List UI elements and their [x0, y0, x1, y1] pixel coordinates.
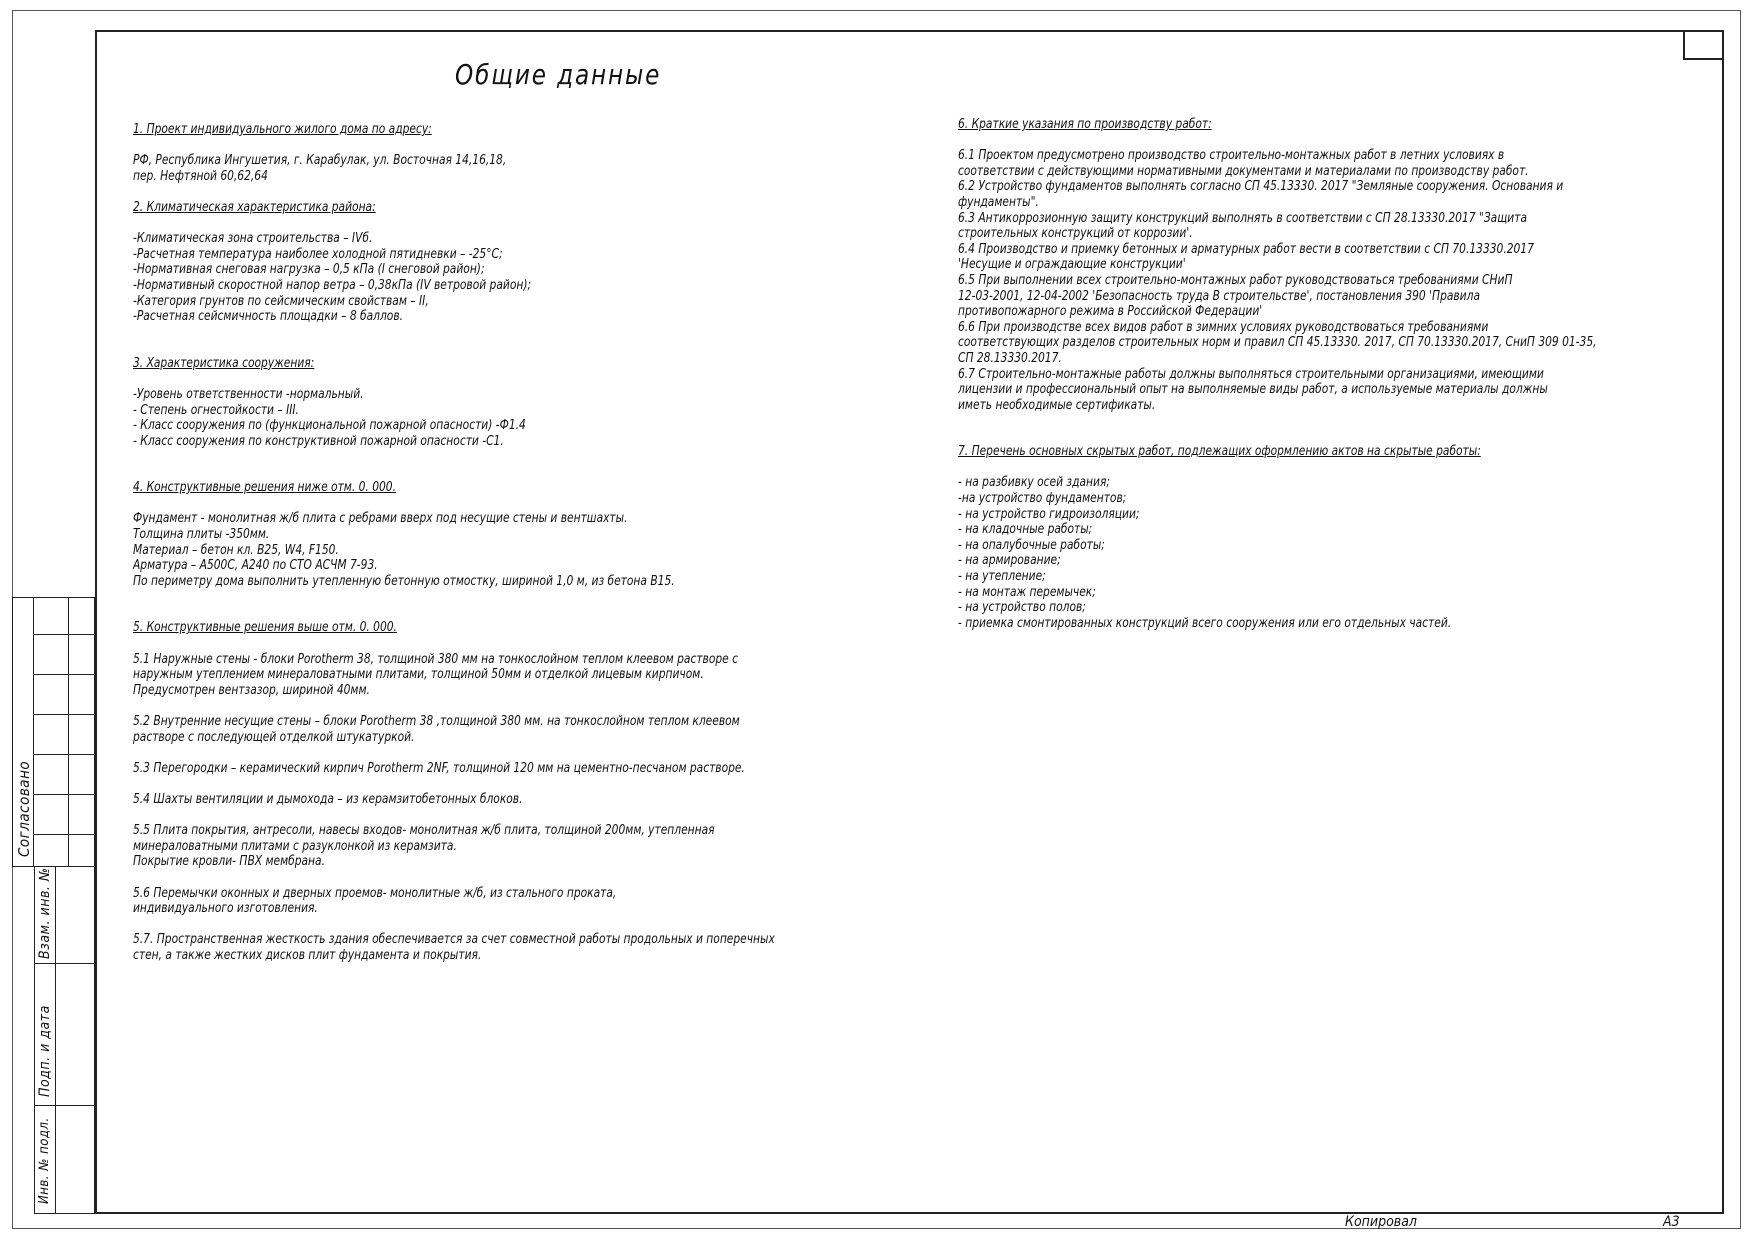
text-line: 5.4 Шахты вентиляции и дымохода – из керамзитобетонных блоков. [133, 791, 523, 807]
spacer [133, 589, 775, 620]
text-line: - на армирование; [958, 553, 1061, 569]
sign-date-label: Подп. и дата [37, 1005, 53, 1097]
text-line: 5.2 Внутренние несущие стены – блоки Porotherm 38 ,толщиной 380 мм. на тонкослойном теплом клеевом [133, 714, 740, 729]
text-line: По периметру дома выполнить утепленную бетонную отмостку, шириной 1,0 м, из бетона В15. [133, 573, 675, 589]
text-line: фундаменты". [958, 194, 1039, 210]
section-heading: 2. Климатическая характеристика района: [133, 199, 376, 215]
text-line: -Категория грунтов по сейсмическим свойствам – II, [133, 293, 429, 309]
text-line: -Расчетная температура наиболее холодной пятидневки – -25°С; [133, 246, 503, 262]
text-line: - на устройство гидроизоляции; [958, 506, 1140, 522]
text-line: наружным утеплением минераловатными плитами, толщиной 50мм и отделкой лицевым кирпичом. [133, 667, 704, 683]
text-line: Предусмотрен вентзазор, шириной 40мм. [133, 682, 370, 698]
text-line: Арматура – А500С, А240 по СТО АСЧМ 7-93. [133, 558, 378, 574]
text-line: -Нормативная снеговая нагрузка – 0,5 кПа (I снеговой район); [133, 262, 485, 278]
format-label: А3 [1663, 1214, 1680, 1230]
text-line: Материал – бетон кл. В25, W4, F150. [133, 542, 339, 558]
text-line: строительных конструкций от коррозии'. [958, 226, 1193, 242]
spacer [133, 776, 775, 792]
text-line: - на опалубочные работы; [958, 537, 1105, 553]
text-line: - на утепление; [958, 569, 1046, 585]
text-line: СП 28.13330.2017. [958, 350, 1062, 366]
text-line: противопожарного режима в Российской Федерации' [958, 304, 1263, 320]
text-line: -Уровень ответственности -нормальный. [133, 386, 364, 402]
section-heading: 4. Конструктивные решения ниже отм. 0. 000. [133, 480, 396, 496]
text-line: 6.1 Проектом предусмотрено производство строительно-монтажных работ в летних условиях в [958, 148, 1505, 164]
agreed-row [34, 675, 95, 715]
text-line: - на устройство полов; [958, 600, 1086, 616]
page-title: Общие данные [455, 58, 662, 91]
spacer [133, 449, 775, 480]
text-line: 6.5 При выполнении всех строительно-монтажных работ руководствоваться требованиями СНиП [958, 272, 1513, 288]
spacer [133, 745, 775, 761]
text-line: -Нормативный скоростной напор ветра – 0,38кПа (IV ветровой район); [133, 277, 532, 293]
text-line: - Степень огнестойкости – III. [133, 402, 299, 418]
spacer [133, 138, 775, 154]
text-line: 5.3 Перегородки – керамический кирпич Porotherm 2NF, толщиной 120 мм на цементно-песчаном растворе. [133, 760, 745, 776]
text-line: соответствии с действующими нормативными документами и материалами по производству работ. [958, 163, 1529, 179]
left-column [133, 122, 775, 964]
spacer [133, 698, 775, 714]
text-line: - Класс сооружения по конструктивной пожарной опасности -С1. [133, 433, 504, 449]
agreed-row [34, 715, 95, 755]
section-heading: 7. Перечень основных скрытых работ, подлежащих оформлению актов на скрытые работы: [958, 444, 1481, 460]
spacer [133, 496, 775, 512]
spacer [133, 371, 775, 387]
spacer [133, 808, 775, 824]
spacer [133, 184, 775, 200]
text-line: 5.5 Плита покрытия, антресоли, навесы входов- монолитная ж/б плита, толщиной 200мм, утепленная [133, 823, 715, 839]
text-line: - на разбивку осей здания; [958, 475, 1110, 491]
inv-replace-label: Взам. инв. № [37, 867, 53, 959]
text-line: пер. Нефтяной 60,62,64 [133, 168, 268, 184]
text-line: Покрытие кровли- ПВХ мембрана. [133, 854, 325, 870]
text-line: 6.7 Строительно-монтажные работы должны выполняться строительными организациями, имеющими [958, 366, 1544, 382]
text-line: стен, а также жестких дисков плит фундамента и покрытия. [133, 947, 482, 963]
side-stamp [12, 597, 95, 1214]
copied-label: Копировал [1345, 1214, 1417, 1230]
text-line: 5.6 Перемычки оконных и дверных проемов- монолитные ж/б, из стального проката, [133, 885, 617, 901]
spacer [133, 870, 775, 886]
sheet-number-box [1683, 30, 1724, 60]
text-line: 5.1 Наружные стены - блоки Porotherm 38, толщиной 380 мм на тонкослойном теплом клеевом растворе с [133, 651, 738, 667]
text-line: РФ, Республика Ингушетия, г. Карабулак, ул. Восточная 14,16,18, [133, 153, 507, 169]
text-line: - приемка смонтированных конструкций всего сооружения или его отдельных частей. [958, 615, 1452, 631]
text-line: 6.3 Антикоррозионную защиту конструкций выполнять в соответствии с СП 28.13330.2017 "Защита [958, 210, 1527, 226]
text-line: Фундамент - монолитная ж/б плита с ребрами вверх под несущие стены и вентшахты. [133, 511, 628, 527]
agreed-row [34, 795, 95, 835]
spacer [133, 636, 775, 652]
section-heading: 3. Характеристика сооружения: [133, 355, 315, 371]
agreed-row [34, 755, 95, 795]
agreed-label: Согласовано [15, 760, 33, 857]
text-line: иметь необходимые сертификаты. [958, 397, 1156, 413]
section-heading: 6. Краткие указания по производству работ: [958, 117, 1212, 132]
text-line: -на устройство фундаментов; [958, 491, 1127, 507]
text-line: индивидуального изготовления. [133, 901, 318, 917]
inv-orig-label: Инв. № подл. [37, 1117, 52, 1204]
spacer [958, 413, 1597, 444]
spacer [133, 325, 775, 356]
section-heading: 5. Конструктивные решения выше отм. 0. 000. [133, 620, 397, 636]
right-column [958, 117, 1597, 631]
text-line: 6.4 Производство и приемку бетонных и арматурных работ вести в соответствии с СП 70.13330.2017 [958, 241, 1534, 257]
agreed-row [34, 635, 95, 675]
text-line: 5.7. Пространственная жесткость здания обеспечивается за счет совместной работы продольных и поперечных [133, 932, 775, 948]
agreed-row [34, 597, 95, 635]
spacer [133, 216, 775, 232]
text-line: 6.6 При производстве всех видов работ в зимних условиях руководствоваться требованиями [958, 319, 1489, 335]
text-line: - Класс сооружения по (функциональной пожарной опасности) -Ф1.4 [133, 418, 526, 434]
spacer [958, 460, 1597, 476]
text-line: 12-03-2001, 12-04-2002 'Безопасность труда В строительстве', постановления 390 'Правила [958, 288, 1480, 304]
text-line: - на кладочные работы; [958, 522, 1093, 538]
section-heading: 1. Проект индивидуального жилого дома по адресу: [133, 122, 432, 137]
spacer [133, 917, 775, 933]
text-line: растворе с последующей отделкой штукатуркой. [133, 729, 415, 745]
text-line: Толщина плиты -350мм. [133, 527, 270, 543]
spacer [958, 133, 1597, 149]
text-line: 6.2 Устройство фундаментов выполнять согласно СП 45.13330. 2017 "Земляные сооружения. Основания и [958, 179, 1564, 195]
text-line: -Климатическая зона строительства – IVб. [133, 231, 373, 247]
text-line: - на монтаж перемычек; [958, 584, 1096, 600]
text-line: 'Несущие и ограждающие конструкции' [958, 257, 1186, 273]
text-line: лицензии и профессиональный опыт на выполняемые виды работ, а используемые материалы должны [958, 382, 1548, 398]
text-line: соответствующих разделов строительных норм и правил СП 45.13330. 2017, СП 70.13330.2017, СниП 309 01-35, [958, 335, 1597, 351]
text-line: -Расчетная сейсмичность площадки – 8 баллов. [133, 309, 403, 325]
text-line: минераловатными плитами с разуклонкой из керамзита. [133, 838, 457, 854]
